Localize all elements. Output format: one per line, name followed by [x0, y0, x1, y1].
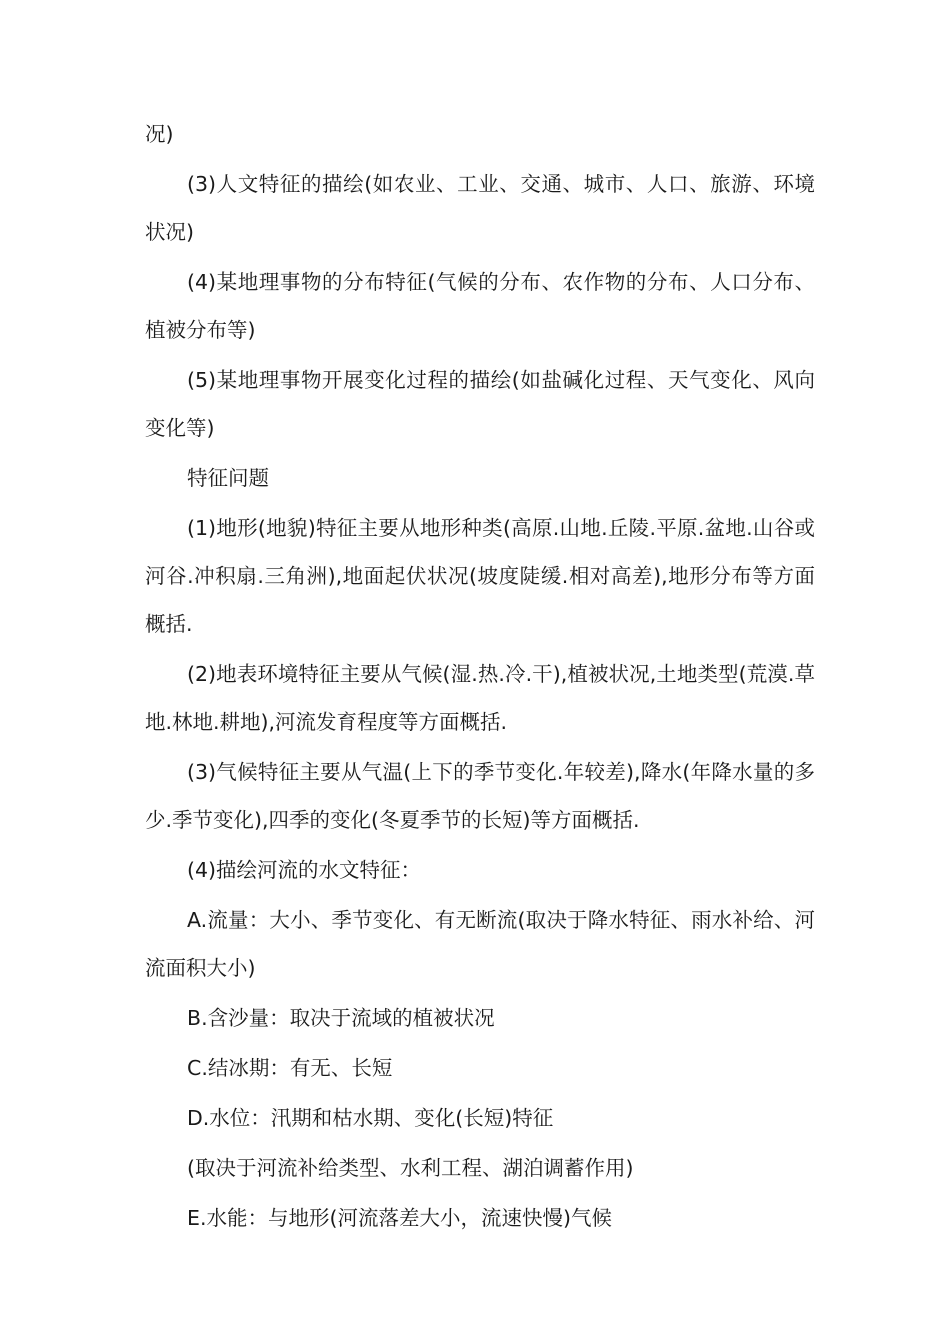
list-item: A.流量：大小、季节变化、有无断流(取决于降水特征、雨水补给、河流面积大小): [145, 908, 815, 980]
paragraph: (4)某地理事物的分布特征(气候的分布、农作物的分布、人口分布、植被分布等): [145, 270, 815, 342]
paragraph: (4)描绘河流的水文特征：: [187, 858, 422, 882]
paragraph: (3)人文特征的描绘(如农业、工业、交通、城市、人口、旅游、环境状况): [145, 172, 815, 244]
list-item: D.水位：汛期和枯水期、变化(长短)特征: [187, 1106, 554, 1130]
paragraph: (3)气候特征主要从气温(上下的季节变化.年较差),降水(年降水量的多少.季节变化),四季的变化(冬夏季节的长短)等方面概括.: [145, 760, 815, 832]
paragraph: (取决于河流补给类型、水利工程、湖泊调蓄作用): [187, 1156, 634, 1180]
paragraph: (5)某地理事物开展变化过程的描绘(如盐碱化过程、天气变化、风向变化等): [145, 368, 815, 440]
section-heading: 特征问题: [187, 466, 269, 490]
list-item: C.结冰期：有无、长短: [187, 1056, 393, 1080]
list-item: B.含沙量：取决于流域的植被状况: [187, 1006, 495, 1030]
list-item: E.水能：与地形(河流落差大小，流速快慢)气候: [187, 1206, 612, 1230]
paragraph: (2)地表环境特征主要从气候(湿.热.冷.干),植被状况,土地类型(荒漠.草地.林地.耕地),河流发育程度等方面概括.: [145, 662, 815, 734]
document-body: [145, 110, 815, 1244]
paragraph: 况): [145, 122, 174, 146]
paragraph: (1)地形(地貌)特征主要从地形种类(高原.山地.丘陵.平原.盆地.山谷或河谷.冲积扇.三角洲),地面起伏状况(坡度陡缓.相对高差),地形分布等方面概括.: [145, 516, 815, 636]
